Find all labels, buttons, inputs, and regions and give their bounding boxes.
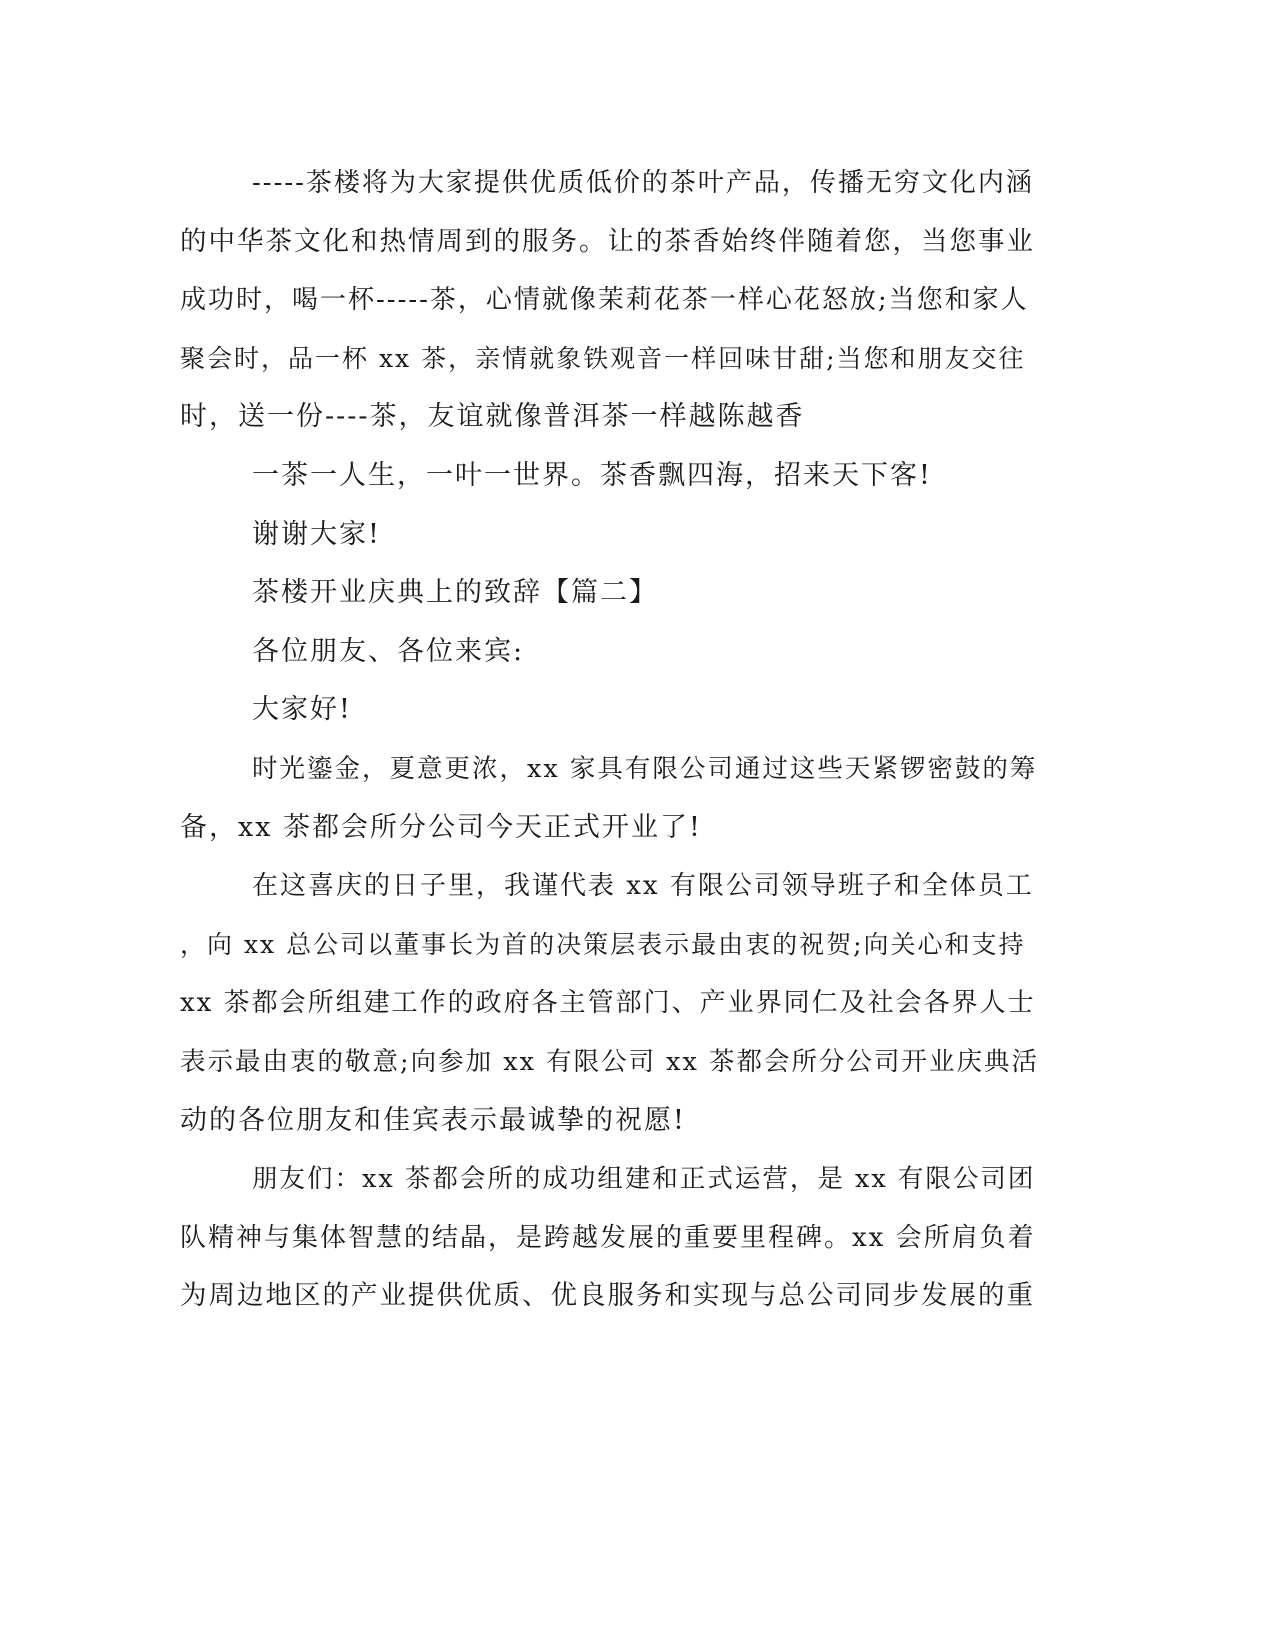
text-line: 的中华茶文化和热情周到的服务。让的茶香始终伴随着您，当您事业 (180, 225, 1035, 257)
text-line: xx 茶都会所组建工作的政府各主管部门、产业界同仁及社会各界人士 (180, 988, 1036, 1019)
text-line: 时，送一份----茶，友谊就像普洱茶一样越陈越香 (180, 401, 805, 433)
text-line: 队精神与集体智慧的结晶，是跨越发展的重要里程碑。xx 会所肩负着 (180, 1222, 1036, 1253)
text-line: ，向 xx 总公司以董事长为首的决策层表示最由衷的祝贺;向关心和支持 (180, 929, 1026, 959)
text-line: 成功时，喝一杯-----茶，心情就像茉莉花茶一样心花怒放;当您和家人 (180, 285, 1029, 316)
document-body (180, 163, 1040, 1335)
text-line: 聚会时，品一杯 xx 茶，亲情就象铁观音一样回味甘甜;当您和朋友交往 (180, 343, 1026, 373)
text-line: -----茶楼将为大家提供优质低价的茶叶产品，传播无穷文化内涵 (252, 168, 1034, 198)
text-line: 谢谢大家! (252, 518, 381, 550)
text-line: 表示最由衷的敬意;向参加 xx 有限公司 xx 茶都会所分公司开业庆典活 (180, 1046, 1040, 1077)
text-line: 一茶一人生，一叶一世界。茶香飘四海，招来天下客! (252, 459, 932, 491)
section-heading: 茶楼开业庆典上的致辞【篇二】 (252, 577, 658, 609)
text-line: 为周边地区的产业提供优质、优良服务和实现与总公司同步发展的重 (180, 1280, 1035, 1312)
text-line: 在这喜庆的日子里，我谨代表 xx 有限公司领导班子和全体员工 (252, 871, 1034, 902)
text-line: 备，xx 茶都会所分公司今天正式开业了! (180, 811, 702, 843)
text-line: 大家好! (252, 694, 352, 726)
text-line: 各位朋友、各位来宾: (252, 635, 525, 667)
text-line: 朋友们：xx 茶都会所的成功组建和正式运营，是 xx 有限公司团 (252, 1164, 1036, 1195)
text-line: 时光鎏金，夏意更浓，xx 家具有限公司通过这些天紧锣密鼓的筹 (252, 753, 1038, 784)
text-line: 动的各位朋友和佳宾表示最诚挚的祝愿! (180, 1104, 686, 1136)
